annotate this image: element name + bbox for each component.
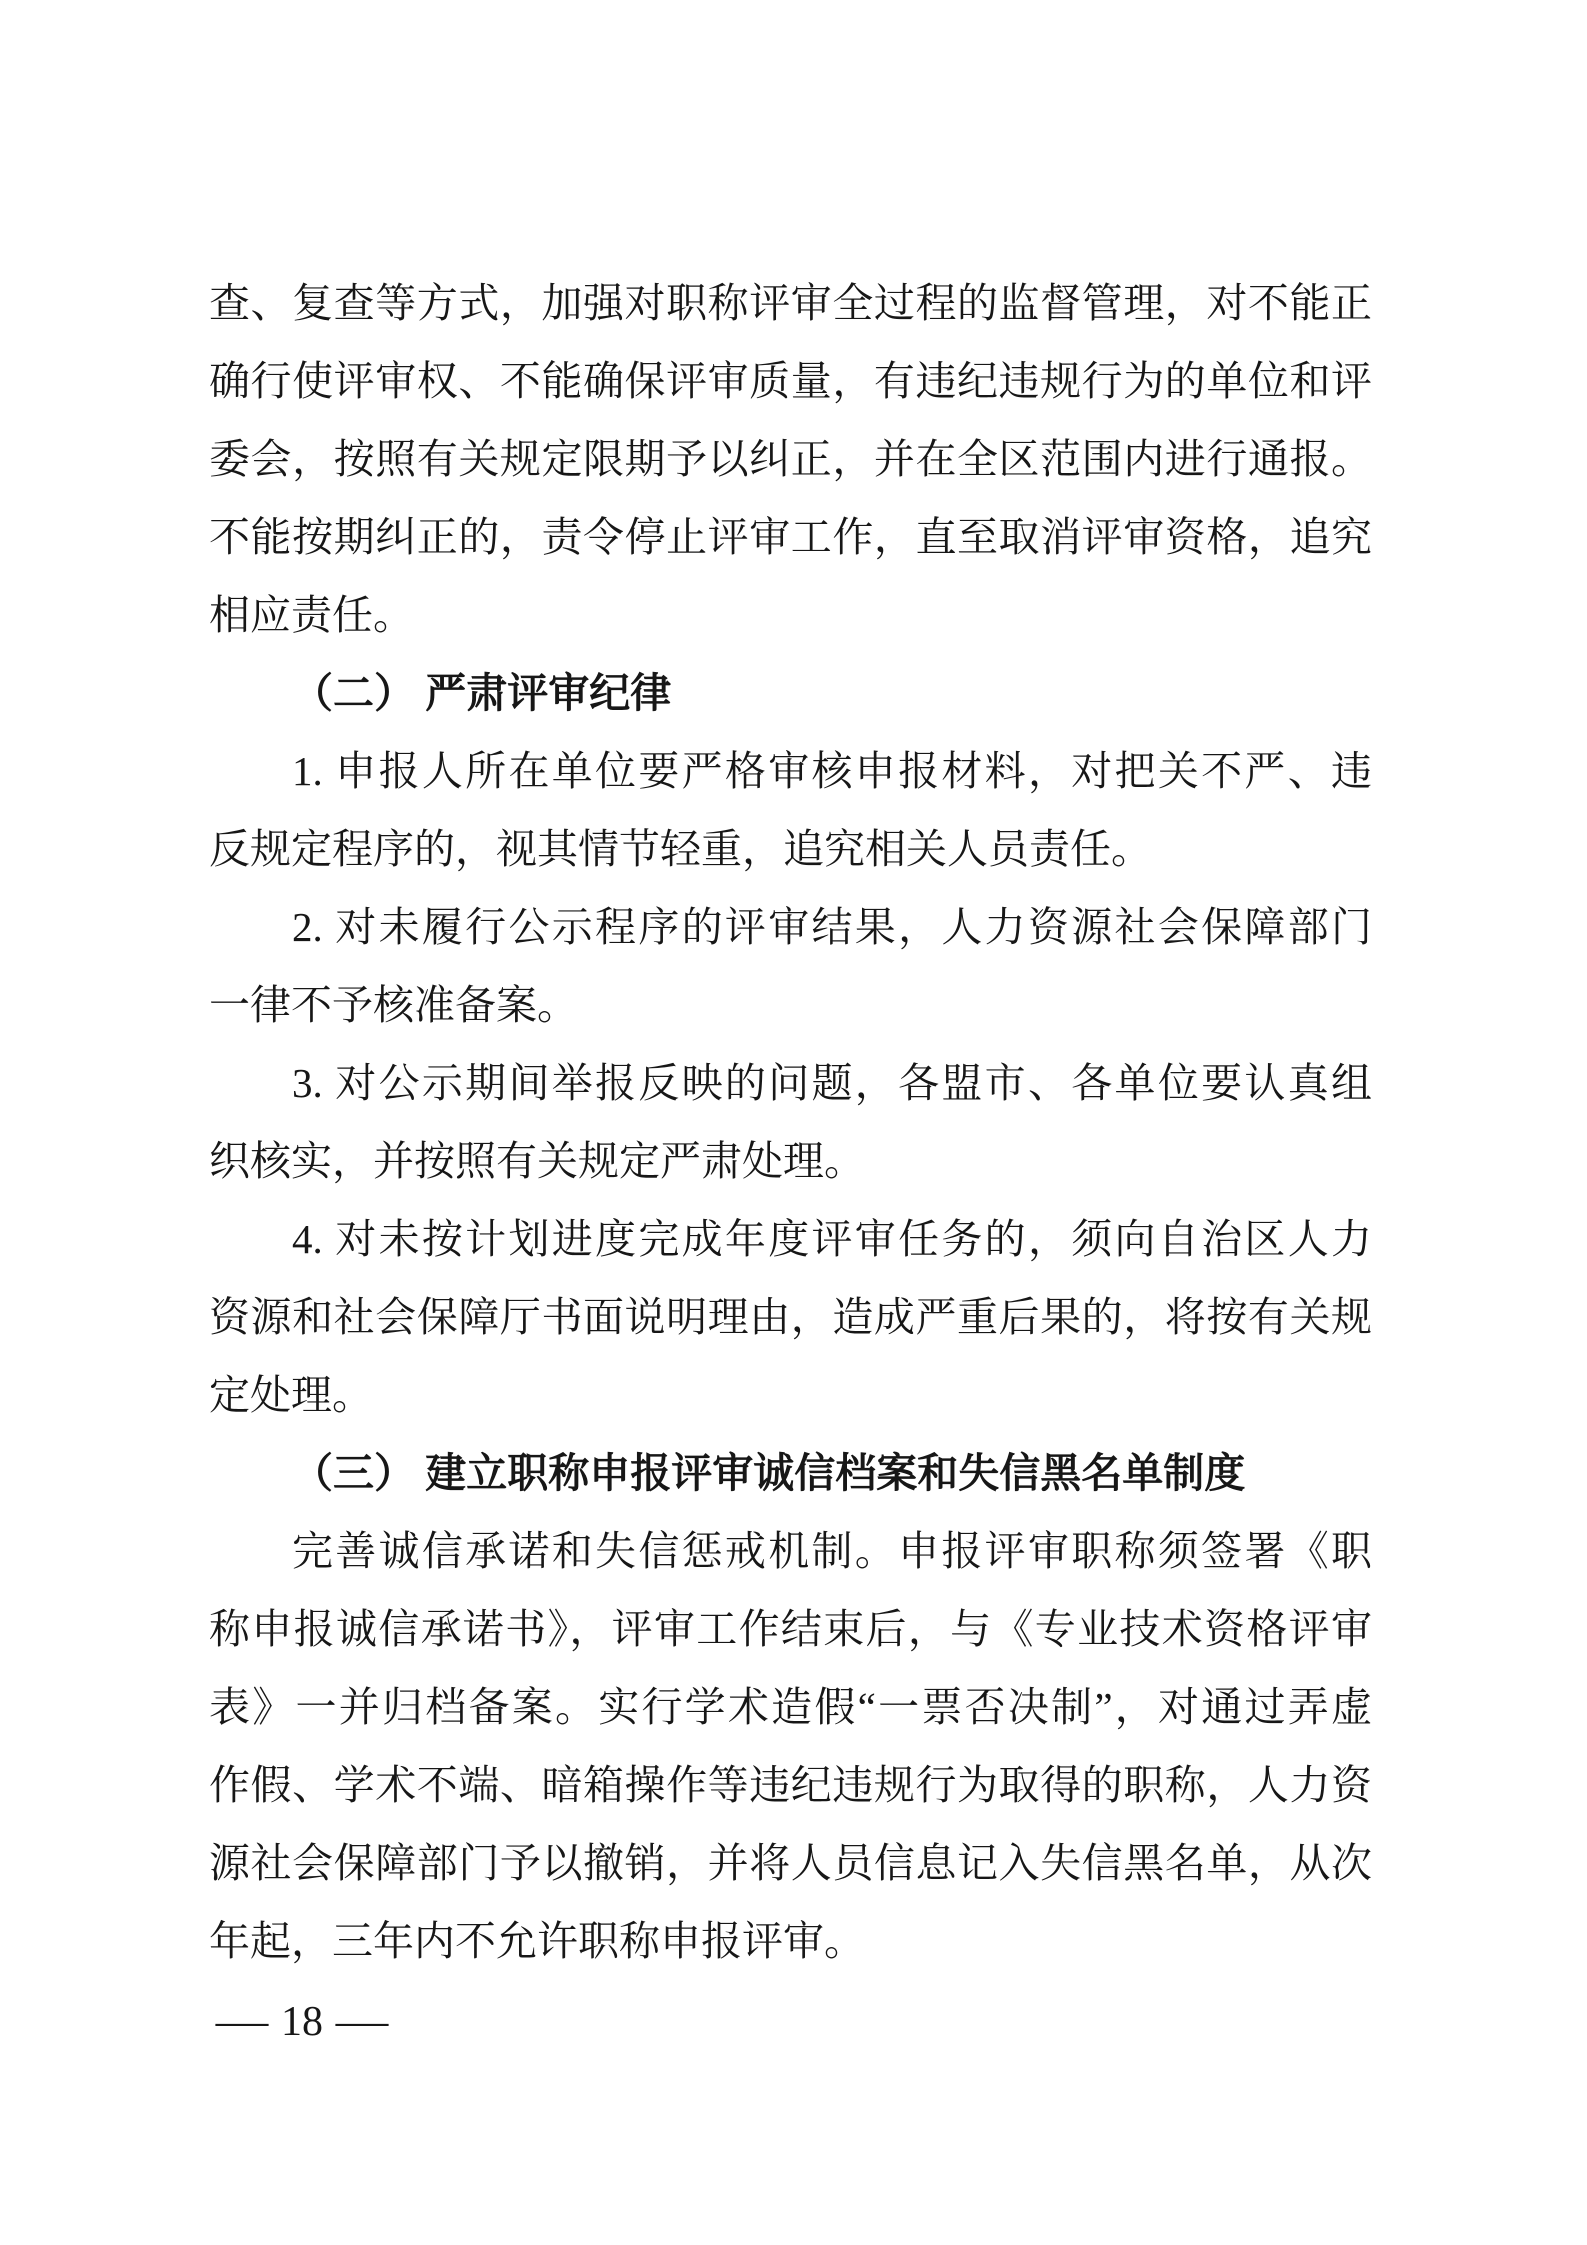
body-line: 称申报诚信承诺书》，评审工作结束后，与《专业技术资格评审 — [209, 1606, 1372, 1652]
body-line: 一律不予核准备案。 — [209, 982, 578, 1028]
body-line-numbered-1: 1. 申报人所在单位要严格审核申报材料，对把关不严、违 — [292, 748, 1372, 794]
footer-dash-right: — — [335, 1999, 389, 2045]
body-line: 完善诚信承诺和失信惩戒机制。申报评审职称须签署《职 — [292, 1528, 1372, 1574]
body-line: 源社会保障部门予以撤销，并将人员信息记入失信黑名单，从次 — [209, 1840, 1372, 1886]
section-heading-3: （三） 建立职称申报评审诚信档案和失信黑名单制度 — [292, 1450, 1246, 1496]
body-line-numbered-4: 4. 对未按计划进度完成年度评审任务的，须向自治区人力 — [292, 1216, 1372, 1262]
body-line: 查、复查等方式，加强对职称评审全过程的监督管理，对不能正 — [209, 280, 1372, 326]
section-heading-2: （二） 严肃评审纪律 — [292, 670, 672, 716]
body-line: 委会，按照有关规定限期予以纠正，并在全区范围内进行通报。 — [209, 436, 1372, 482]
body-line-numbered-2: 2. 对未履行公示程序的评审结果，人力资源社会保障部门 — [292, 904, 1372, 950]
body-line: 织核实，并按照有关规定严肃处理。 — [209, 1138, 865, 1184]
body-line: 确行使评审权、不能确保评审质量，有违纪违规行为的单位和评 — [209, 358, 1372, 404]
body-line: 反规定程序的，视其情节轻重，追究相关人员责任。 — [209, 826, 1152, 872]
page-number: 18 — [281, 1999, 323, 2045]
document-body — [209, 264, 1372, 1980]
body-line: 年起，三年内不允许职称申报评审。 — [209, 1918, 865, 1964]
body-line: 作假、学术不端、暗箱操作等违纪违规行为取得的职称，人力资 — [209, 1762, 1372, 1808]
body-line: 不能按期纠正的，责令停止评审工作，直至取消评审资格，追究 — [209, 514, 1372, 560]
body-line: 表》一并归档备案。实行学术造假“一票否决制”，对通过弄虚 — [209, 1684, 1372, 1730]
body-line: 定处理。 — [209, 1372, 373, 1418]
body-line-numbered-3: 3. 对公示期间举报反映的问题，各盟市、各单位要认真组 — [292, 1060, 1372, 1106]
body-line: 相应责任。 — [209, 592, 414, 638]
body-line: 资源和社会保障厅书面说明理由，造成严重后果的，将按有关规 — [209, 1294, 1372, 1340]
footer-dash-left: — — [215, 1999, 269, 2045]
page-footer — [215, 1994, 389, 2050]
